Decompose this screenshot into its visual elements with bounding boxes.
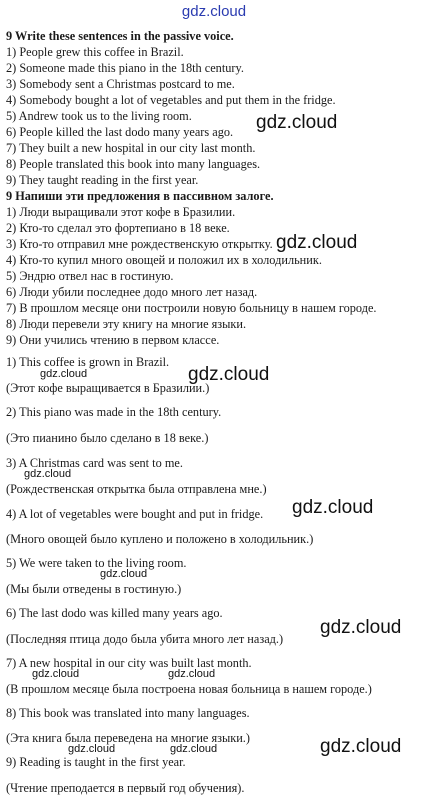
watermark: gdz.cloud <box>68 743 116 755</box>
exercise-en-item: 2) Someone made this piano in the 18th century. <box>6 61 244 75</box>
watermark: gdz.cloud <box>256 112 338 133</box>
watermark: gdz.cloud <box>292 497 374 518</box>
answer-ru: (Рождественская открытка была отправлена мне.) <box>6 482 267 496</box>
watermark: gdz.cloud <box>170 743 218 755</box>
exercise-ru-heading: 9 Напиши эти предложения в пассивном залоге. <box>6 189 274 203</box>
exercise-ru-item: 9) Они учились чтению в первом классе. <box>6 333 220 347</box>
exercise-ru-item: 8) Люди перевели эту книгу на многие языки. <box>6 317 247 331</box>
exercise-ru-item: 7) В прошлом месяце они построили новую больницу в нашем городе. <box>6 301 377 315</box>
exercise-en-item: 6) People killed the last dodo many years ago. <box>6 125 234 139</box>
watermark: gdz.cloud <box>32 668 80 680</box>
exercise-ru-item: 1) Люди выращивали этот кофе в Бразилии. <box>6 205 236 219</box>
watermark: gdz.cloud <box>320 617 402 638</box>
watermark: gdz.cloud <box>168 668 216 680</box>
answer-en: 2) This piano was made in the 18th century. <box>6 405 222 419</box>
exercise-en-heading: 9 Write these sentences in the passive voice. <box>6 29 234 43</box>
exercise-en-item: 9) They taught reading in the first year. <box>6 173 199 187</box>
answer-en: 8) This book was translated into many languages. <box>6 706 250 720</box>
exercise-en-item: 4) Somebody bought a lot of vegetables and put them in the fridge. <box>6 93 336 107</box>
exercise-ru-item: 3) Кто-то отправил мне рождественскую открытку. <box>6 237 273 251</box>
answer-en: 3) A Christmas card was sent to me. <box>6 456 183 470</box>
answer-en: 4) A lot of vegetables were bought and put in fridge. <box>6 507 264 521</box>
answer-ru: (Это пианино было сделано в 18 веке.) <box>6 431 209 445</box>
exercise-en-item: 1) People grew this coffee in Brazil. <box>6 45 184 59</box>
watermark: gdz.cloud <box>320 736 402 757</box>
exercise-en-item: 3) Somebody sent a Christmas postcard to me. <box>6 77 235 91</box>
answer-ru: (Эта книга была переведена на многие языки.) <box>6 731 250 745</box>
exercise-ru-item: 4) Кто-то купил много овощей и положил их в холодильник. <box>6 253 322 267</box>
answer-ru: (Мы были отведены в гостиную.) <box>6 582 182 596</box>
exercise-ru-item: 5) Эндрю отвел нас в гостиную. <box>6 269 174 283</box>
watermark: gdz.cloud <box>24 468 72 480</box>
watermark: gdz.cloud <box>188 364 270 385</box>
answer-en: 1) This coffee is grown in Brazil. <box>6 355 170 369</box>
answer-ru: (Этот кофе выращивается в Бразилии.) <box>6 381 210 395</box>
top-watermark: gdz.cloud <box>181 3 247 20</box>
watermark: gdz.cloud <box>276 232 358 253</box>
watermark: gdz.cloud <box>100 568 148 580</box>
answer-en: 6) The last dodo was killed many years ago. <box>6 606 223 620</box>
watermark: gdz.cloud <box>40 368 88 380</box>
answer-ru: (Последняя птица додо была убита много лет назад.) <box>6 632 284 646</box>
answer-ru: (Много овощей было куплено и положено в холодильник.) <box>6 532 314 546</box>
exercise-ru-item: 2) Кто-то сделал это фортепиано в 18 веке. <box>6 221 230 235</box>
exercise-en-item: 8) People translated this book into many languages. <box>6 157 261 171</box>
exercise-en-item: 7) They built a new hospital in our city last month. <box>6 141 256 155</box>
answer-ru: (Чтение преподается в первый год обучения). <box>6 781 245 795</box>
exercise-en-item: 5) Andrew took us to the living room. <box>6 109 192 123</box>
answer-ru: (В прошлом месяце была построена новая больница в нашем городе.) <box>6 682 372 696</box>
answer-en: 7) A new hospital in our city was built last month. <box>6 656 252 670</box>
answer-en: 9) Reading is taught in the first year. <box>6 755 186 769</box>
answer-en: 5) We were taken to the living room. <box>6 556 187 570</box>
exercise-ru-item: 6) Люди убили последнее додо много лет назад. <box>6 285 258 299</box>
